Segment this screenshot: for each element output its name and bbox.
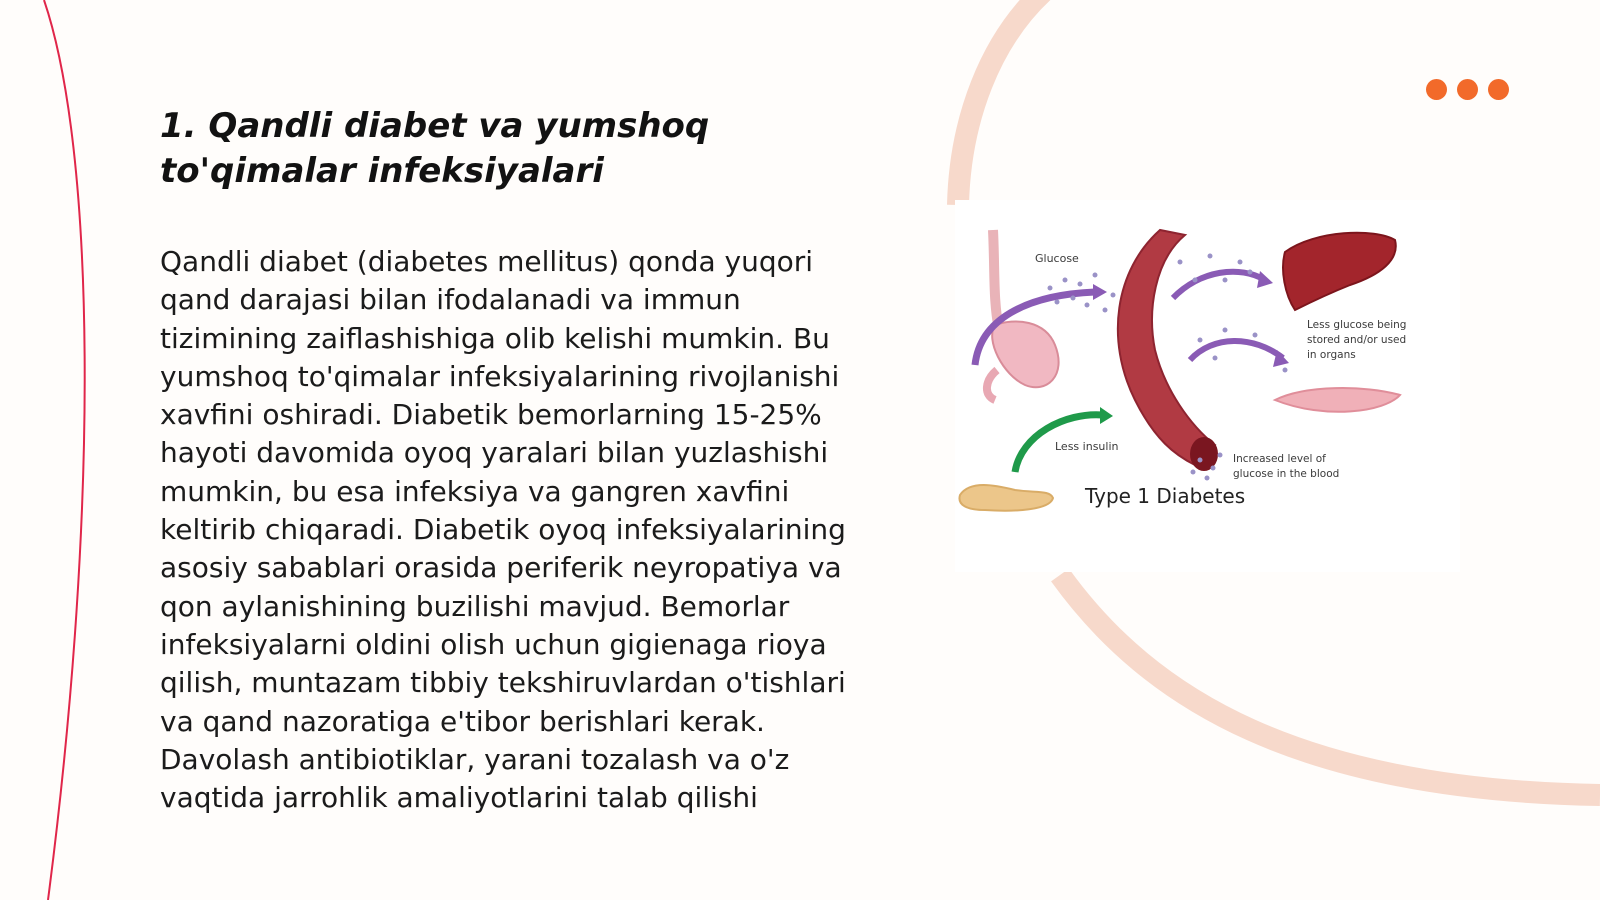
arc-top-left (958, 0, 1045, 205)
label-less-insulin: Less insulin (1055, 440, 1119, 453)
liver-illustration (1283, 233, 1396, 310)
label-organs-line3: in organs (1307, 349, 1356, 361)
ellipsis-dots (1426, 79, 1509, 100)
type1-diabetes-illustration (955, 200, 1460, 572)
slide-title: 1. Qandli diabet va yumshoq to'qimalar infeksiyalari (160, 106, 710, 191)
arc-bottom (1060, 575, 1600, 795)
label-glucose: Glucose (1035, 252, 1079, 265)
left-accent-curve (44, 0, 85, 900)
label-organs-line1: Less glucose being (1307, 319, 1407, 331)
label-organs-line2: stored and/or used (1307, 334, 1407, 346)
dot-icon (1488, 79, 1509, 100)
label-blood-line1: Increased level of (1233, 453, 1326, 465)
arrow-icon (1173, 272, 1265, 298)
dot-icon (1426, 79, 1447, 100)
esophagus-illustration (993, 230, 999, 330)
dot-icon (1457, 79, 1478, 100)
slide-body-text: Qandli diabet (diabetes mellitus) qonda yuqori qand darajasi bilan ifodalanadi va immun tizimining zaiflashishiga olib kelishi mumkin. Bu yumshoq to'qimalar infeksiyalarining rivojlanishi xavfini oshiradi. Diabetik bemorlarning 15-25% hayoti davomida oyoq yaralari bilan yuzlashishi mumkin, bu esa infeksiya va gangren xavfini keltirib chiqaradi. Diabetik oyoq infeksiyalarining asosiy sabablari orasida periferik neyropatiya va qon aylanishining buzilishi mavjud. Bemorlar infeksiyalarni oldini olish uchun gigienaga rioya qilish, muntazam tibbiy tekshiruvlardan o'tishlari va qand nazoratiga e'tibor berishlari kerak. Davolash antibiotiklar, yarani tozalash va o'z vaqtida jarrohlik amaliyotlarini talab qilishi (160, 245, 846, 815)
figure-caption: Type 1 Diabetes (1085, 484, 1246, 508)
arrow-icon (1190, 341, 1283, 360)
stomach-illustration (992, 322, 1058, 388)
muscle-illustration (1275, 388, 1400, 412)
pancreas-illustration (959, 485, 1053, 511)
label-blood-line2: glucose in the blood (1233, 468, 1340, 480)
